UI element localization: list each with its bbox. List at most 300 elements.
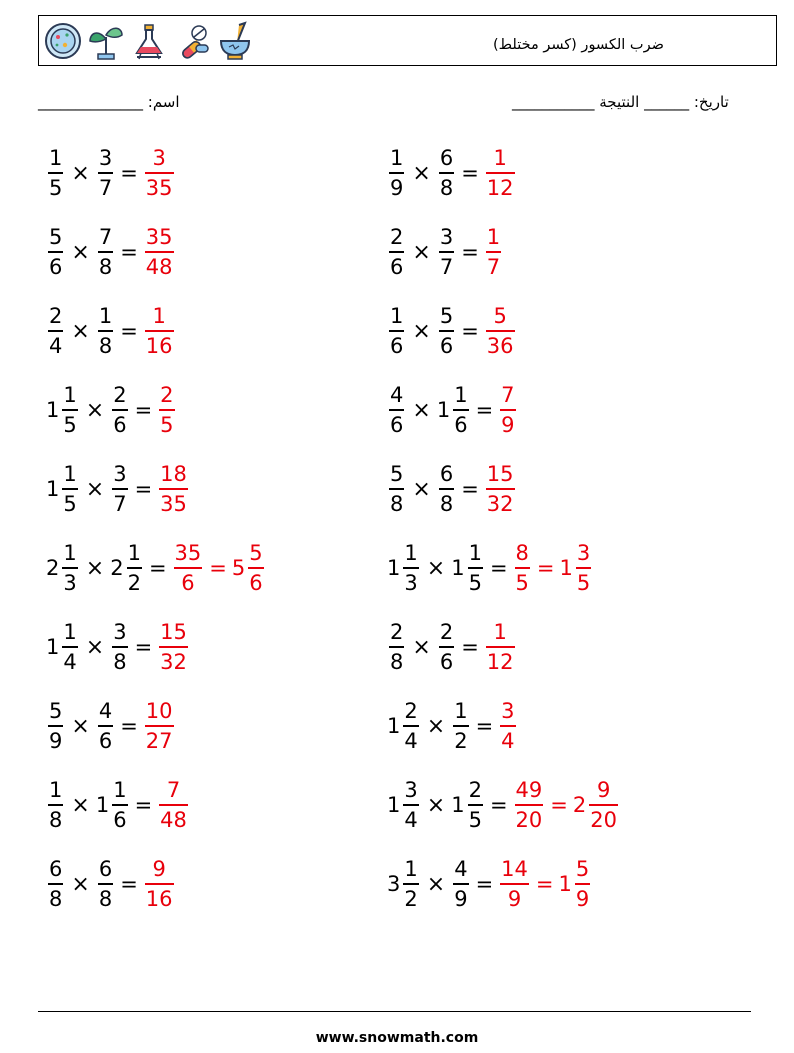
operand-a: [387, 223, 406, 281]
numerator: 6: [49, 857, 63, 882]
fraction: [159, 460, 188, 518]
denominator: 8: [390, 491, 404, 516]
denominator: 8: [49, 886, 63, 911]
denominator: 48: [160, 807, 187, 832]
numerator: 9: [596, 778, 611, 803]
operand-b: [96, 776, 130, 834]
operand-b: [110, 618, 129, 676]
operand-a: [46, 223, 65, 281]
answer-fraction: [143, 144, 176, 202]
answer-mixed-number: [559, 855, 593, 913]
equals-sign: =: [120, 714, 138, 738]
fraction: [589, 776, 618, 834]
whole-number: 1: [95, 793, 110, 817]
denominator: 12: [486, 175, 514, 200]
operand-a: [46, 539, 80, 597]
numerator: 3: [152, 146, 166, 171]
fraction: [486, 618, 515, 676]
answer: [143, 223, 176, 281]
whole-number: 1: [387, 793, 401, 817]
fraction: [389, 302, 404, 360]
operand-a: [387, 618, 406, 676]
operand-b: [451, 539, 485, 597]
problem-row: [46, 694, 176, 758]
times-sign: ×: [71, 713, 90, 739]
denominator: 6: [49, 254, 63, 279]
answer-fraction: [157, 776, 190, 834]
denominator: 4: [501, 728, 515, 753]
answer: [143, 144, 176, 202]
answer: [143, 302, 176, 360]
numerator: 5: [439, 304, 454, 329]
whole-number: 1: [46, 398, 60, 422]
equals-sign: =: [536, 556, 555, 580]
equals-sign: =: [120, 161, 138, 185]
answer-fraction: [498, 855, 531, 913]
equals-sign: =: [120, 240, 138, 264]
answer: [484, 223, 503, 281]
times-sign: ×: [71, 160, 90, 186]
fraction: [62, 460, 77, 518]
operand-a: [46, 381, 80, 439]
answer-fraction: [484, 302, 517, 360]
operand-b: [437, 302, 456, 360]
denominator: 36: [486, 333, 514, 358]
denominator: 32: [160, 649, 187, 674]
fraction: [112, 460, 127, 518]
fraction: [439, 302, 454, 360]
numerator: 1: [468, 541, 482, 566]
operand-b: [437, 223, 456, 281]
equals-sign: =: [475, 398, 494, 422]
denominator: 6: [390, 412, 404, 437]
whole-number: 1: [46, 635, 60, 659]
answer: [172, 539, 266, 597]
numerator: 6: [98, 857, 113, 882]
fraction: [62, 618, 77, 676]
seedling-icon: [86, 20, 126, 62]
answer: [157, 776, 190, 834]
fraction: [575, 855, 590, 913]
numerator: 3: [576, 541, 591, 566]
times-sign: ×: [412, 160, 431, 186]
equals-sign: =: [148, 556, 167, 580]
pills-icon: [172, 20, 212, 62]
numerator: 5: [390, 462, 404, 487]
equals-sign: =: [475, 714, 494, 738]
petri-dish-icon: [43, 20, 83, 62]
numerator: 3: [501, 699, 515, 724]
fraction: [159, 776, 188, 834]
denominator: 8: [113, 649, 127, 674]
fraction: [112, 381, 127, 439]
fraction: [453, 855, 468, 913]
equals-sign: =: [550, 793, 568, 817]
numerator: 6: [439, 462, 454, 487]
fraction: [389, 223, 404, 281]
denominator: 5: [468, 570, 482, 595]
problem-row: [46, 299, 176, 363]
numerator: 4: [454, 857, 468, 882]
denominator: 8: [98, 333, 113, 358]
denominator: 7: [486, 254, 501, 279]
fraction: [576, 539, 591, 597]
equals-sign: =: [209, 556, 227, 580]
operand-a: [387, 460, 406, 518]
numerator: 2: [468, 778, 482, 803]
answer-mixed-number: [560, 539, 594, 597]
numerator: 1: [127, 541, 141, 566]
answer: [143, 855, 176, 913]
fraction: [62, 381, 77, 439]
problem-row: [46, 852, 176, 916]
answer: [484, 460, 517, 518]
denominator: 8: [98, 886, 113, 911]
denominator: 9: [501, 412, 515, 437]
denominator: 16: [145, 333, 173, 358]
fraction: [403, 697, 418, 755]
times-sign: ×: [85, 476, 105, 502]
equals-sign: =: [461, 240, 479, 264]
denominator: 2: [454, 728, 468, 753]
fraction: [48, 144, 63, 202]
answer-fraction: [143, 697, 176, 755]
denominator: 8: [98, 254, 113, 279]
operand-a: [387, 855, 421, 913]
whole-number: 1: [387, 556, 401, 580]
denominator: 35: [145, 175, 173, 200]
numerator: 1: [404, 541, 418, 566]
fraction: [174, 539, 203, 597]
denominator: 5: [576, 570, 591, 595]
fraction: [500, 381, 515, 439]
numerator: 5: [249, 541, 263, 566]
problem-row: [387, 773, 620, 837]
denominator: 6: [454, 412, 468, 437]
answer-fraction: [513, 539, 532, 597]
fraction: [389, 460, 404, 518]
answer: [157, 618, 190, 676]
answer: [484, 144, 517, 202]
numerator: 5: [49, 699, 63, 724]
numerator: 5: [493, 304, 507, 329]
denominator: 4: [404, 728, 418, 753]
problem-row: [387, 299, 517, 363]
numerator: 10: [145, 699, 173, 724]
fraction: [439, 223, 454, 281]
times-sign: ×: [426, 871, 446, 897]
times-sign: ×: [412, 634, 431, 660]
denominator: 12: [486, 649, 514, 674]
operand-b: [96, 855, 115, 913]
numerator: 35: [174, 541, 202, 566]
denominator: 48: [145, 254, 173, 279]
footer-divider: [38, 1011, 751, 1012]
equals-sign: =: [120, 319, 138, 343]
denominator: 8: [439, 175, 454, 200]
equals-sign: =: [489, 556, 508, 580]
answer: [143, 697, 176, 755]
answer-fraction: [157, 460, 190, 518]
times-sign: ×: [412, 397, 431, 423]
denominator: 7: [439, 254, 454, 279]
whole-number: 1: [387, 714, 401, 738]
problem-row: [387, 457, 517, 521]
numerator: 1: [493, 146, 507, 171]
fraction: [145, 302, 174, 360]
fraction: [403, 855, 418, 913]
numerator: 4: [98, 699, 113, 724]
denominator: 3: [404, 570, 418, 595]
answer: [157, 381, 176, 439]
numerator: 3: [404, 778, 418, 803]
whole-number: 1: [46, 477, 60, 501]
denominator: 6: [249, 570, 263, 595]
equals-sign: =: [134, 635, 153, 659]
times-sign: ×: [412, 476, 431, 502]
fraction: [439, 618, 454, 676]
fraction: [48, 223, 63, 281]
fraction: [515, 539, 530, 597]
numerator: 15: [486, 462, 514, 487]
answer: [484, 618, 517, 676]
numerator: 2: [390, 225, 404, 250]
footer-url: www.snowmath.com: [315, 1030, 479, 1046]
numerator: 1: [98, 304, 113, 329]
problem-row: [46, 536, 266, 600]
operand-b: [110, 381, 129, 439]
fraction: [468, 539, 483, 597]
flask-icon: [129, 20, 169, 62]
answer-fraction: [484, 223, 503, 281]
numerator: 8: [515, 541, 529, 566]
operand-b: [96, 302, 115, 360]
denominator: 3: [63, 570, 77, 595]
answer-fraction: [157, 381, 176, 439]
denominator: 5: [515, 570, 529, 595]
operand-b: [437, 144, 456, 202]
answer: [498, 697, 517, 755]
times-sign: ×: [71, 792, 90, 818]
answer-fraction: [143, 223, 176, 281]
numerator: 15: [160, 620, 187, 645]
fraction: [500, 855, 529, 913]
answer-mixed-number: [573, 776, 620, 834]
numerator: 9: [152, 857, 166, 882]
operand-a: [46, 697, 65, 755]
times-sign: ×: [85, 634, 105, 660]
answer-fraction: [172, 539, 205, 597]
whole-number: 1: [436, 398, 451, 422]
problem-row: [387, 378, 518, 442]
problem-row: [46, 220, 176, 284]
denominator: 6: [390, 254, 404, 279]
numerator: 1: [404, 857, 418, 882]
answer: [484, 302, 517, 360]
problem-row: [46, 457, 190, 521]
denominator: 5: [160, 412, 174, 437]
times-sign: ×: [85, 555, 105, 581]
denominator: 6: [181, 570, 195, 595]
whole-number: 1: [451, 556, 465, 580]
denominator: 5: [63, 412, 77, 437]
denominator: 6: [98, 728, 113, 753]
numerator: 1: [113, 778, 127, 803]
denominator: 5: [63, 491, 77, 516]
equals-sign: =: [475, 872, 494, 896]
denominator: 9: [575, 886, 590, 911]
whole-number: 2: [110, 556, 124, 580]
operand-a: [46, 302, 65, 360]
fraction: [98, 223, 113, 281]
denominator: 9: [49, 728, 63, 753]
fraction: [403, 776, 418, 834]
answer-fraction: [498, 381, 517, 439]
denominator: 27: [145, 728, 173, 753]
operand-a: [46, 460, 80, 518]
numerator: 3: [113, 620, 127, 645]
times-sign: ×: [85, 397, 105, 423]
operand-b: [96, 697, 115, 755]
fraction: [486, 460, 515, 518]
fraction: [48, 776, 63, 834]
operand-b: [437, 460, 456, 518]
operand-a: [46, 776, 65, 834]
denominator: 6: [439, 649, 454, 674]
operand-b: [110, 460, 129, 518]
fraction: [468, 776, 483, 834]
numerator: 35: [145, 225, 173, 250]
numerator: 1: [63, 462, 77, 487]
numerator: 1: [390, 146, 404, 171]
fraction: [500, 697, 515, 755]
times-sign: ×: [71, 239, 90, 265]
problem-row: [387, 141, 517, 205]
numerator: 1: [49, 146, 63, 171]
operand-a: [46, 855, 65, 913]
fraction: [48, 855, 63, 913]
numerator: 7: [166, 778, 181, 803]
numerator: 1: [63, 620, 77, 645]
fraction: [48, 697, 63, 755]
operand-a: [387, 144, 406, 202]
problem-row: [387, 615, 517, 679]
operand-a: [387, 776, 421, 834]
numerator: 1: [486, 225, 501, 250]
fraction: [145, 223, 174, 281]
numerator: 7: [501, 383, 515, 408]
operand-b: [451, 776, 485, 834]
fraction: [486, 302, 515, 360]
numerator: 14: [501, 857, 528, 882]
fraction: [389, 381, 404, 439]
denominator: 4: [404, 807, 418, 832]
fraction: [515, 776, 544, 834]
denominator: 6: [113, 412, 127, 437]
numerator: 2: [439, 620, 454, 645]
numerator: 5: [575, 857, 590, 882]
equals-sign: =: [461, 319, 479, 343]
denominator: 4: [63, 649, 77, 674]
fraction: [127, 539, 142, 597]
worksheet-title: ضرب الكسور (كسر مختلط): [493, 37, 664, 53]
answer-fraction: [484, 460, 517, 518]
denominator: 9: [507, 886, 522, 911]
fraction: [112, 776, 127, 834]
whole-number: 1: [558, 872, 572, 896]
answer: [498, 855, 592, 913]
operand-a: [387, 381, 406, 439]
answer-fraction: [157, 618, 190, 676]
numerator: 18: [160, 462, 187, 487]
answer-fraction: [143, 855, 176, 913]
fraction: [453, 381, 468, 439]
fraction: [98, 697, 113, 755]
whole-number: 3: [387, 872, 401, 896]
numerator: 5: [49, 225, 63, 250]
times-sign: ×: [412, 318, 431, 344]
operand-b: [451, 855, 470, 913]
denominator: 6: [390, 333, 404, 358]
denominator: 8: [390, 649, 404, 674]
denominator: 9: [390, 175, 404, 200]
operand-a: [387, 539, 421, 597]
numerator: 1: [454, 383, 468, 408]
denominator: 16: [145, 886, 173, 911]
operand-b: [451, 697, 470, 755]
fraction: [145, 855, 174, 913]
times-sign: ×: [412, 239, 431, 265]
header-icons: [43, 20, 255, 62]
times-sign: ×: [71, 318, 90, 344]
problem-row: [387, 852, 592, 916]
operand-b: [437, 381, 471, 439]
operand-b: [96, 144, 115, 202]
fraction: [439, 460, 454, 518]
answer: [157, 460, 190, 518]
operand-b: [437, 618, 456, 676]
operand-a: [46, 144, 65, 202]
fraction: [159, 618, 188, 676]
fraction: [98, 302, 113, 360]
times-sign: ×: [426, 792, 446, 818]
operand-a: [387, 302, 406, 360]
answer-fraction: [143, 302, 176, 360]
numerator: 1: [63, 383, 77, 408]
numerator: 2: [49, 304, 63, 329]
equals-sign: =: [134, 398, 153, 422]
denominator: 20: [515, 807, 543, 832]
equals-sign: =: [134, 793, 153, 817]
fraction: [112, 618, 127, 676]
times-sign: ×: [426, 555, 446, 581]
problem-row: [46, 773, 190, 837]
answer: [513, 776, 620, 834]
fraction: [439, 144, 454, 202]
equals-sign: =: [461, 635, 479, 659]
times-sign: ×: [426, 713, 446, 739]
fraction: [159, 381, 174, 439]
answer-fraction: [513, 776, 546, 834]
numerator: 3: [113, 462, 127, 487]
numerator: 4: [390, 383, 404, 408]
numerator: 1: [454, 699, 468, 724]
equals-sign: =: [461, 161, 479, 185]
whole-number: 2: [572, 793, 587, 817]
denominator: 6: [113, 807, 127, 832]
fraction: [98, 855, 113, 913]
denominator: 4: [49, 333, 63, 358]
